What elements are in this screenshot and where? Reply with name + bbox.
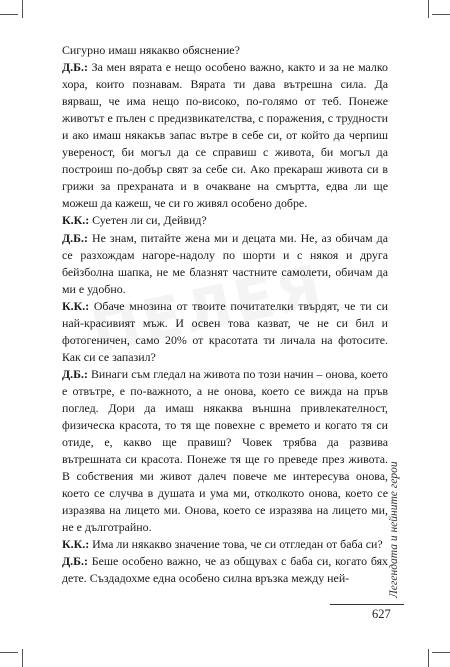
speaker-label: К.К.:: [62, 537, 90, 552]
answer-text: Винаги съм гледал на живота по този начин – онова, което е отвътре, е по-важното, а не онова, което се вижда на пръв поглед. Дори да имаш някаква външна привлекателност, физическа красота, то тя ще повехне с времето и когато тя си отиде, е, какво ще правиш? Човек трябва да развива вътрешната си красота. Понеже тя ще го преведе през живота. В собствения ми живот далеч повече ме интересува онова, което се случва в душата и ума ми, отколкото онова, което се изразява на лицето ми. Онова, което се изразява на лицето ми, не е дълготрайно.: [62, 366, 388, 535]
interview-paragraph: [62, 298, 388, 366]
question-text: Суетен ли си, Дейвид?: [89, 213, 207, 228]
speaker-label: К.К.:: [62, 298, 90, 313]
answer-text: За мен вярата е нещо особено важно, както и за не малко хора, които познавам. Вярата ти дава вътрешна сила. Да вярваш, че има нещо по-високо, по-голямо от теб. Понеже животът е пълен с предизвикателства, с поражения, с трудности и ако имаш някакъв запас вътре в себе си, от който да черпиш увереност, би могъл да се справиш с живота, би могъл да построиш по-добър свят за себе си. Ако прекараш живота си в грижи за прехраната и в очакване на смъртта, едва ли ще можеш да кажеш, че си го живял особено добре.: [62, 60, 388, 211]
speaker-label: Д.Б.:: [62, 230, 88, 245]
question-text: Обаче мнозина от твоите почитателки твърдят, че ти си най-красивият мъж. И освен това казват, че не си бил и фотогеничен, само 20% от красотата ти личала на фотосите. Как си се запазил?: [62, 298, 388, 364]
interview-paragraph: [62, 230, 388, 298]
crop-mark: [432, 652, 450, 653]
footer-rule: [330, 604, 404, 605]
crop-mark: [428, 649, 429, 667]
crop-mark: [428, 0, 429, 18]
question-text: Сигурно имаш някакво обяснение?: [62, 43, 240, 57]
crop-mark: [432, 14, 450, 15]
crop-mark: [0, 14, 18, 15]
interview-paragraph: [62, 42, 388, 59]
answer-text: Не знам, питайте жена ми и децата ми. Не, аз обичам да се разхождам нагоре-надолу по шорти и с някоя и друга бейзболна шапка, не ме блазнят частните самолети, обичам да ми е удобно.: [62, 230, 388, 296]
interview-paragraph: [62, 536, 388, 553]
question-text: Има ли някакво значение това, че си отгледан от баба си?: [89, 537, 383, 552]
crop-mark: [22, 649, 23, 667]
interview-text: [62, 42, 388, 588]
answer-text: Беше особено важно, че аз общувах с баба си, когато бях дете. Създадохме една особено силна връзка между ней-: [62, 554, 388, 586]
crop-mark: [0, 652, 18, 653]
interview-paragraph: [62, 212, 388, 229]
speaker-label: Д.Б.:: [62, 554, 88, 569]
interview-paragraph: [62, 553, 388, 587]
speaker-label: К.К.:: [62, 213, 90, 228]
page-number: 627: [372, 607, 391, 621]
speaker-label: Д.Б.:: [62, 366, 88, 381]
interview-paragraph: [62, 366, 388, 536]
speaker-label: Д.Б.:: [62, 60, 88, 75]
crop-mark: [22, 0, 23, 18]
running-title: Легендата и нейните герои: [388, 461, 400, 598]
interview-paragraph: [62, 59, 388, 212]
